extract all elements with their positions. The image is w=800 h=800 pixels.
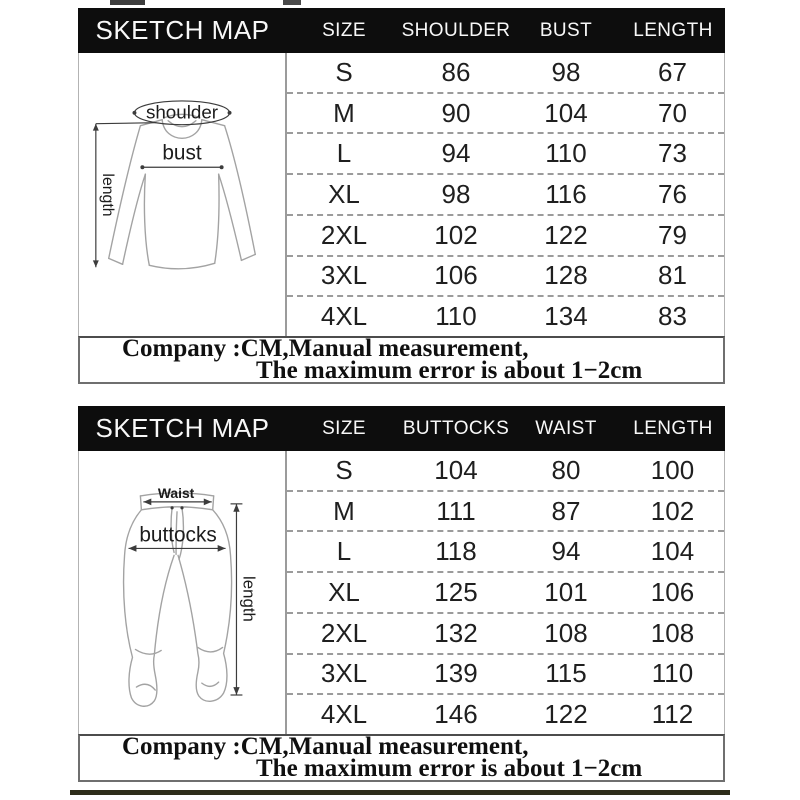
table-row xyxy=(287,255,724,296)
value-cell: 134 xyxy=(544,301,588,332)
waist-label: Waist xyxy=(157,484,195,501)
size-cell: S xyxy=(335,454,353,485)
column-header-waist: WAIST xyxy=(535,417,597,439)
table-row xyxy=(287,295,724,336)
value-cell: 87 xyxy=(551,495,581,526)
value-cell: 108 xyxy=(650,617,695,648)
value-cell: 80 xyxy=(551,454,581,485)
value-cell: 115 xyxy=(545,658,587,689)
footnote-line1: Company :CM,Manual measurement, xyxy=(122,733,529,760)
column-header-bust: BUST xyxy=(539,19,593,41)
table-body xyxy=(78,53,725,336)
value-cell: 110 xyxy=(435,301,477,332)
table-row xyxy=(287,490,724,531)
value-cell: 104 xyxy=(650,536,695,567)
value-cell: 132 xyxy=(434,617,478,648)
table-footnote xyxy=(78,734,725,782)
shirt-sketch xyxy=(79,53,285,336)
value-cell: 102 xyxy=(650,495,695,526)
value-cell: 139 xyxy=(434,658,478,689)
value-cell: 86 xyxy=(441,56,471,87)
buttocks-label: buttocks xyxy=(139,523,217,547)
size-cell: XL xyxy=(328,179,360,210)
bottom-edge-artifact xyxy=(70,790,730,795)
column-header-size: SIZE xyxy=(322,417,366,439)
shoulder-label: shoulder xyxy=(145,101,219,123)
table-row xyxy=(287,693,724,734)
value-cell: 83 xyxy=(658,301,687,332)
bust-label: bust xyxy=(162,141,202,165)
value-cell: 106 xyxy=(434,260,478,291)
value-cell: 112 xyxy=(651,699,694,730)
table-row xyxy=(287,173,724,214)
table-body xyxy=(78,451,725,734)
value-cell: 100 xyxy=(650,454,695,485)
value-cell: 90 xyxy=(441,97,471,128)
shirt-outline xyxy=(109,114,256,269)
size-cell: 4XL xyxy=(320,699,368,730)
size-cell: 3XL xyxy=(320,658,368,689)
value-cell: 67 xyxy=(658,56,687,87)
top-edge-artifact xyxy=(283,0,301,5)
table-row xyxy=(287,132,724,173)
value-cell: 106 xyxy=(650,577,695,608)
value-cell: 94 xyxy=(551,536,581,567)
value-cell: 70 xyxy=(658,97,687,128)
shirt-measurements xyxy=(93,101,232,267)
column-header-shoulder: SHOULDER xyxy=(401,19,511,41)
sketch-map-title: SKETCH MAP xyxy=(95,413,270,443)
pants-sketch-cell xyxy=(79,451,287,734)
column-header-size: SIZE xyxy=(322,19,366,41)
size-cell: XL xyxy=(328,577,360,608)
value-cell: 110 xyxy=(545,138,587,169)
table-row xyxy=(287,612,724,653)
footnote-line2: The maximum error is about 1−2cm xyxy=(256,755,643,782)
size-cell: 4XL xyxy=(320,301,368,332)
value-cell: 98 xyxy=(441,179,471,210)
value-cell: 98 xyxy=(551,56,581,87)
sketch-map-title: SKETCH MAP xyxy=(95,15,270,45)
value-cell: 128 xyxy=(544,260,588,291)
length-label: length xyxy=(239,576,259,622)
footnote-line1: Company :CM,Manual measurement, xyxy=(122,335,529,362)
value-cell: 108 xyxy=(544,617,588,648)
top-edge-artifact xyxy=(110,0,145,5)
value-cell: 110 xyxy=(651,658,694,689)
value-cell: 104 xyxy=(544,97,588,128)
pants-measurements xyxy=(129,485,259,695)
table-row xyxy=(287,53,724,92)
value-cell: 118 xyxy=(435,536,477,567)
value-cell: 81 xyxy=(658,260,687,291)
size-cell: 3XL xyxy=(320,260,368,291)
value-cell: 146 xyxy=(434,699,478,730)
shirt-size-chart xyxy=(78,8,725,384)
value-cell: 102 xyxy=(434,219,478,250)
table-row xyxy=(287,653,724,694)
value-cell: 111 xyxy=(436,495,476,526)
size-cell: L xyxy=(336,536,352,567)
table-header xyxy=(78,8,725,53)
value-cell: 122 xyxy=(544,699,588,730)
table-header xyxy=(78,406,725,451)
value-cell: 73 xyxy=(658,138,687,169)
size-cell: S xyxy=(335,56,353,87)
footnote-line2: The maximum error is about 1−2cm xyxy=(256,357,643,384)
value-cell: 101 xyxy=(544,577,588,608)
value-cell: 122 xyxy=(544,219,588,250)
length-label: length xyxy=(98,173,116,217)
column-header-buttocks: BUTTOCKS xyxy=(402,417,510,439)
value-cell: 104 xyxy=(434,454,478,485)
value-cell: 79 xyxy=(658,219,687,250)
column-header-length: LENGTH xyxy=(633,417,713,439)
column-header-length: LENGTH xyxy=(633,19,713,41)
measurement-rows xyxy=(287,53,724,336)
value-cell: 76 xyxy=(658,179,687,210)
table-row xyxy=(287,214,724,255)
size-cell: L xyxy=(336,138,352,169)
measurement-rows xyxy=(287,451,724,734)
value-cell: 125 xyxy=(434,577,478,608)
size-cell: 2XL xyxy=(320,219,368,250)
table-row xyxy=(287,451,724,490)
table-row xyxy=(287,571,724,612)
table-row xyxy=(287,530,724,571)
pants-sketch xyxy=(79,451,285,734)
value-cell: 116 xyxy=(545,179,587,210)
size-cell: M xyxy=(333,97,355,128)
table-footnote xyxy=(78,336,725,384)
size-cell: M xyxy=(333,495,355,526)
value-cell: 94 xyxy=(441,138,471,169)
pants-size-chart xyxy=(78,406,725,782)
size-cell: 2XL xyxy=(320,617,368,648)
table-row xyxy=(287,92,724,133)
shirt-sketch-cell xyxy=(79,53,287,336)
